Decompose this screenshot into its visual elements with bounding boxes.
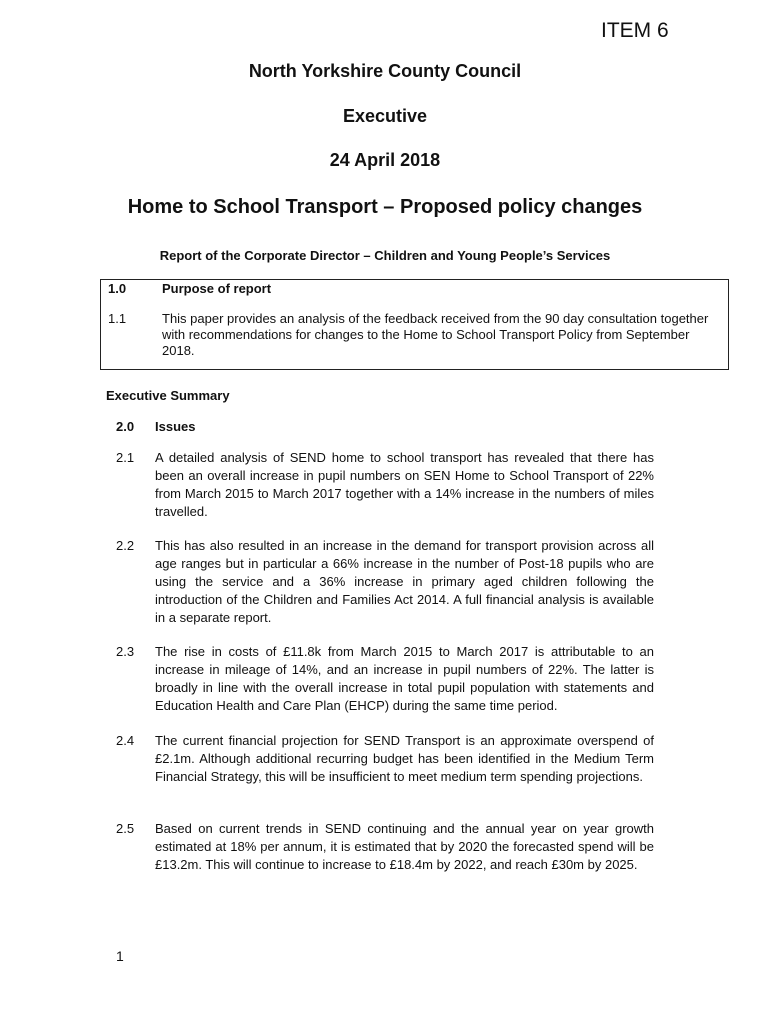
page-number: 1	[116, 948, 124, 964]
purpose-paragraph-text: This paper provides an analysis of the feedback received from the 90 day consultation together with recommendations for changes to the Home to School Transport Policy from September 2018.	[162, 311, 709, 358]
meeting-name: Executive	[342, 106, 428, 126]
report-title: Home to School Transport – Proposed policy changes	[127, 196, 643, 218]
purpose-heading: Purpose of report	[162, 281, 272, 296]
paragraph-text: The current financial projection for SEND Transport is an approximate overspend of £2.1m. Although additional recurring budget has been identified in the Medium Term Financial Strategy, this will be insufficient to meet medium term spending projections.	[155, 733, 654, 784]
report-author-line: Report of the Corporate Director – Children and Young People’s Services	[159, 248, 611, 263]
issues-section-number: 2.0	[116, 419, 135, 434]
paragraph-number: 2.3	[116, 644, 135, 659]
paragraph-number: 2.2	[116, 538, 135, 553]
purpose-of-report-box	[100, 279, 729, 370]
paragraph-text: The rise in costs of £11.8k from March 2015 to March 2017 is attributable to an increase in mileage of 14%, and an increase in pupil numbers of 22%. The latter is broadly in line with the overall increase in total pupil population with statements and Education Health and Care Plan (EHCP) during the same time period.	[155, 644, 654, 713]
executive-summary-heading: Executive Summary	[106, 388, 230, 403]
issues-section-title: Issues	[155, 419, 196, 434]
council-name: North Yorkshire County Council	[248, 61, 522, 81]
paragraph-number: 2.4	[116, 733, 135, 748]
paragraph-text: This has also resulted in an increase in the demand for transport provision across all age ranges but in particular a 66% increase in the number of Post-18 pupils who are using the service and a 36% increase in primary aged children following the introduction of the Children and Families Act 2014. A full financial analysis is available in a separate report.	[155, 538, 654, 625]
paragraph-number: 2.5	[116, 821, 135, 836]
purpose-paragraph-number: 1.1	[108, 311, 127, 326]
purpose-section-number: 1.0	[108, 281, 127, 296]
paragraph-text: A detailed analysis of SEND home to school transport has revealed that there has been an overall increase in pupil numbers on SEN Home to School Transport of 22% from March 2015 to March 2017 together with a 14% increase in the numbers of miles travelled.	[155, 450, 654, 519]
meeting-date: 24 April 2018	[329, 150, 441, 170]
item-number-label: ITEM 6	[601, 19, 669, 42]
paragraph-text: Based on current trends in SEND continuing and the annual year on year growth estimated at 18% per annum, it is estimated that by 2020 the forecasted spend will be £13.2m. This will continue to increase to £18.4m by 2022, and reach £30m by 2025.	[155, 821, 654, 872]
paragraph-number: 2.1	[116, 450, 135, 465]
